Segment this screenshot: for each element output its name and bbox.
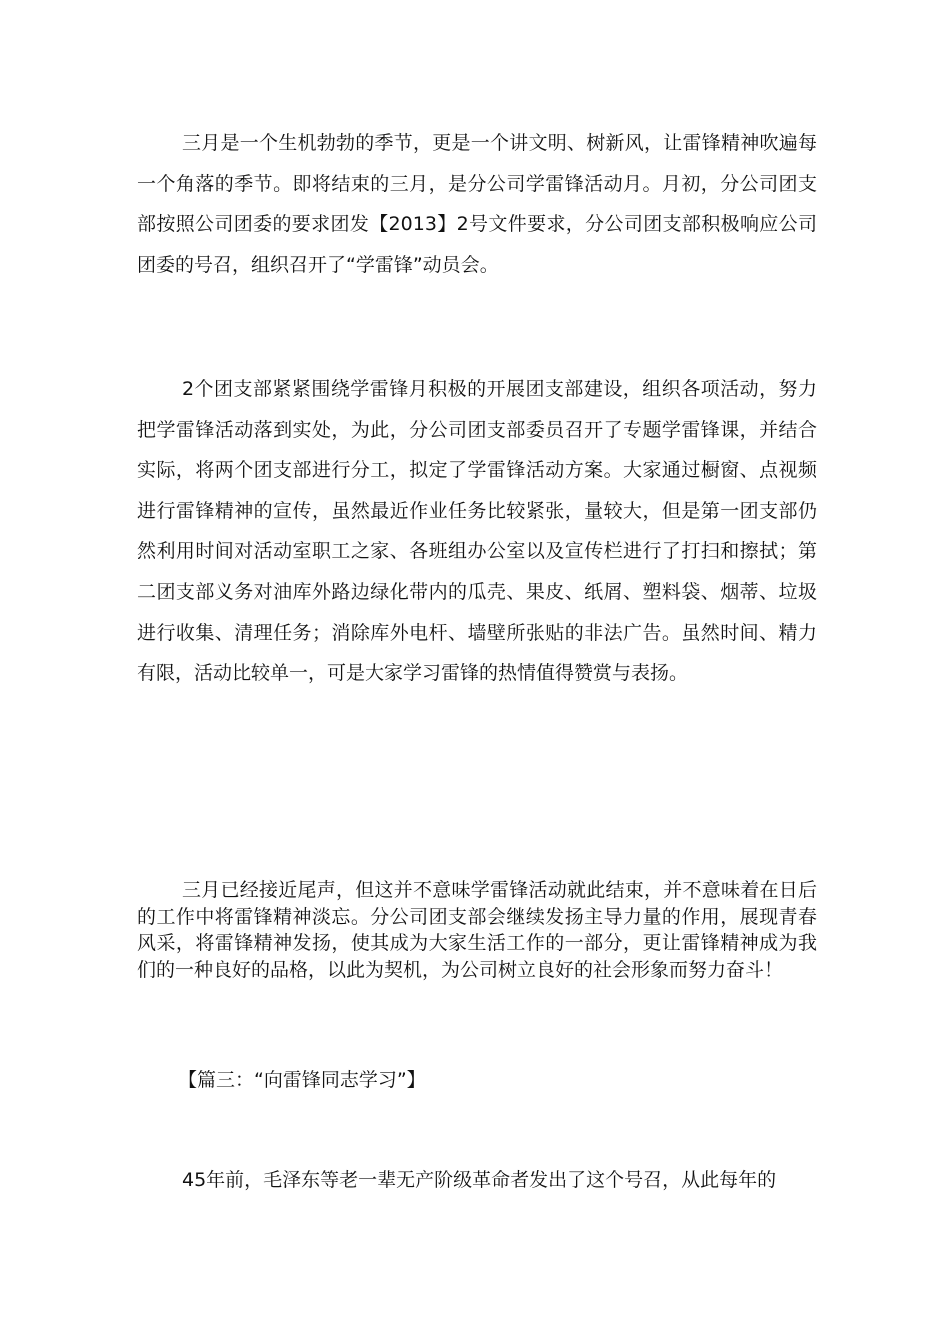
section-heading: 【篇三：“向雷锋同志学习”】 — [178, 1069, 426, 1091]
paragraph-45-years-ago: 45年前，毛泽东等老一辈无产阶级革命者发出了这个号召，从此每年的 — [182, 1169, 777, 1191]
paragraph-branch-activities: 2个团支部紧紧围绕学雷锋月积极的开展团支部建设，组织各项活动，努力把学雷锋活动落到实处，为此，分公司团支部委员召开了专题学雷锋课，并结合实际，将两个团支部进行分工，拟定了学雷锋活动方案。大家通过橱窗、点视频进行雷锋精神的宣传，虽然最近作业任务比较紧张，量较大，但是第一团支部仍然利用时间对活动室职工之家、各班组办公室以及宣传栏进行了打扫和擦拭；第二团支部义务对油库外路边绿化带内的瓜壳、果皮、纸屑、塑料袋、烟蒂、垃圾进行收集、清理任务；消除库外电杆、墙壁所张贴的非法广告。虽然时间、精力有限，活动比较单一，可是大家学习雷锋的热情值得赞赏与表扬。 — [137, 378, 817, 685]
paragraph-march-season: 三月是一个生机勃勃的季节，更是一个讲文明、树新风，让雷锋精神吹遍每一个角落的季节。即将结束的三月，是分公司学雷锋活动月。月初，分公司团支部按照公司团委的要求团发【2013】2号文件要求，分公司团支部积极响应公司团委的号召，组织召开了“学雷锋”动员会。 — [137, 132, 817, 276]
paragraph-march-ending: 三月已经接近尾声，但这并不意味学雷锋活动就此结束，并不意味着在日后的工作中将雷锋精神淡忘。分公司团支部会继续发扬主导力量的作用，展现青春风采，将雷锋精神发扬，使其成为大家生活工作的一部分，更让雷锋精神成为我们的一种良好的品格，以此为契机，为公司树立良好的社会形象而努力奋斗！ — [137, 879, 817, 981]
